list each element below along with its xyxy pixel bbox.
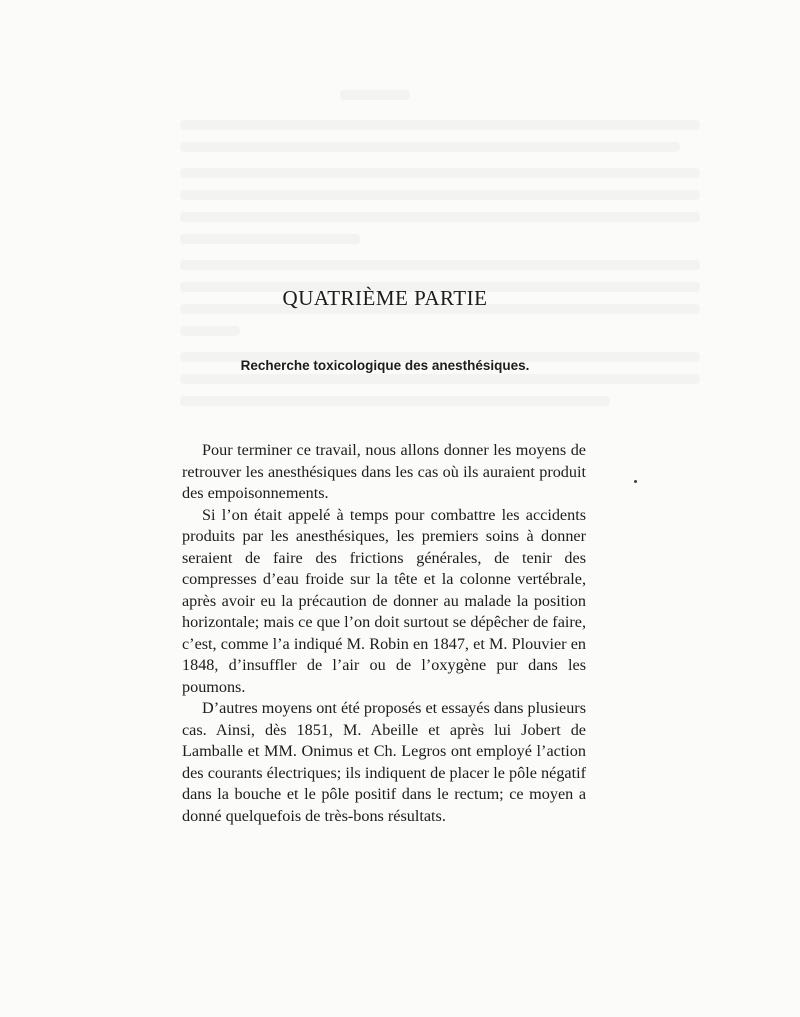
- paragraph: D’autres moyens ont été proposés et essayés dans plusieurs cas. Ainsi, dès 1851, M. Abeille et après lui Jobert de Lamballe et MM. Onimus et Ch. Legros ont employé l’action des courants électriques; ils indiquent de placer le pôle négatif dans la bouche et le pôle positif dans le rectum; ce moyen a donné quelquefois de très-bons résultats.: [182, 699, 586, 825]
- paragraph: Pour terminer ce travail, nous allons donner les moyens de retrouver les anesthésiques dans les cas où ils auraient produit des empoisonnements.: [182, 441, 586, 502]
- section-title: Recherche toxicologique des anesthésiques.: [240, 358, 530, 373]
- part-title: QUATRIÈME PARTIE: [282, 286, 488, 310]
- ink-speck: [634, 480, 637, 483]
- paragraph: Si l’on était appelé à temps pour combattre les accidents produits par les anesthésiques, les premiers soins à donner seraient de faire des frictions générales, de tenir des compresses d’eau froide sur la tête et la colonne vertébrale, après avoir eu la précaution de donner au malade la position horizontale; mais ce que l’on doit surtout se dépêcher de faire, c’est, comme l’a indiqué M. Robin en 1847, et M. Plouvier en 1848, d’insuffler de l’air ou de l’oxygène pur dans les poumons.: [182, 505, 586, 696]
- body-text: [182, 440, 586, 827]
